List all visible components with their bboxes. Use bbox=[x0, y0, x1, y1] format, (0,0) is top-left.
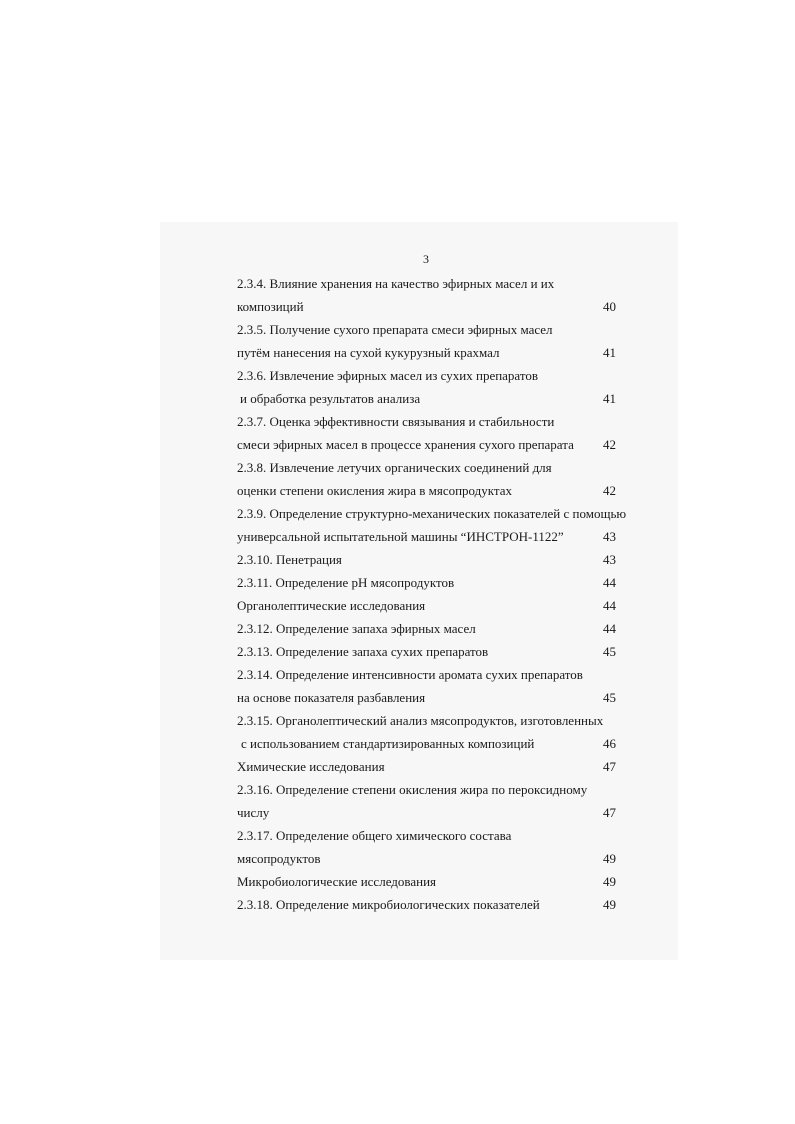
toc-line bbox=[237, 502, 637, 525]
toc-page-number: 44 bbox=[603, 598, 616, 613]
toc-line bbox=[237, 663, 637, 686]
toc-line bbox=[237, 640, 637, 663]
toc-line bbox=[237, 709, 637, 732]
toc-line bbox=[237, 318, 637, 341]
toc-line bbox=[237, 410, 637, 433]
toc-entry-text: и обработка результатов анализа bbox=[240, 391, 421, 406]
toc-entry-text: 2.3.5. Получение сухого препарата смеси эфирных масел bbox=[237, 322, 553, 337]
toc-entry-text: универсальной испытательной машины “ИНСТРОН-1122” bbox=[237, 529, 564, 544]
toc-page-number: 41 bbox=[603, 391, 616, 406]
toc-entry-text: 2.3.17. Определение общего химического состава bbox=[237, 828, 512, 843]
toc-line bbox=[237, 364, 637, 387]
toc-line bbox=[237, 801, 637, 824]
toc-line bbox=[237, 847, 637, 870]
toc-entry-text: смеси эфирных масел в процессе хранения сухого препарата bbox=[237, 437, 574, 452]
toc-line bbox=[237, 870, 637, 893]
toc-line bbox=[237, 387, 637, 410]
toc-line bbox=[237, 456, 637, 479]
toc-page-number: 41 bbox=[603, 345, 616, 360]
toc-entry-text: 2.3.14. Определение интенсивности аромата сухих препаратов bbox=[237, 667, 583, 682]
toc-entry-text: 2.3.12. Определение запаха эфирных масел bbox=[237, 621, 476, 636]
toc-line bbox=[237, 755, 637, 778]
toc-entry-text: 2.3.7. Оценка эффективности связывания и стабильности bbox=[237, 414, 555, 429]
toc-entry-text: оценки степени окисления жира в мясопродуктах bbox=[237, 483, 513, 498]
toc-entry-text: путём нанесения на сухой кукурузный крахмал bbox=[237, 345, 500, 360]
toc-line bbox=[237, 571, 637, 594]
toc-section-heading: Химические исследования bbox=[237, 759, 385, 774]
toc-line bbox=[237, 525, 637, 548]
toc-line bbox=[237, 732, 637, 755]
toc-page-number: 47 bbox=[603, 805, 616, 820]
toc-line bbox=[237, 893, 637, 916]
toc-page-number: 49 bbox=[603, 851, 616, 866]
toc-entry-text: 2.3.6. Извлечение эфирных масел из сухих препаратов bbox=[237, 368, 539, 383]
toc-line bbox=[237, 548, 637, 571]
table-of-contents bbox=[237, 272, 637, 916]
toc-line bbox=[237, 433, 637, 456]
toc-entry-text: 2.3.15. Органолептический анализ мясопродуктов, изготовленных bbox=[237, 713, 604, 728]
toc-entry-text: 2.3.11. Определение pH мясопродуктов bbox=[237, 575, 455, 590]
toc-entry-text: 2.3.9. Определение структурно-механических показателей с помощью bbox=[237, 506, 627, 521]
toc-section-heading: Органолептические исследования bbox=[237, 598, 426, 613]
toc-entry-text: 2.3.10. Пенетрация bbox=[237, 552, 342, 567]
toc-entry-text: 2.3.16. Определение степени окисления жира по пероксидному bbox=[237, 782, 588, 797]
toc-entry-text: 2.3.13. Определение запаха сухих препаратов bbox=[237, 644, 489, 659]
toc-page-number: 44 bbox=[603, 621, 616, 636]
toc-entry-text: 2.3.18. Определение микробиологических показателей bbox=[237, 897, 540, 912]
toc-page-number: 42 bbox=[603, 437, 616, 452]
toc-line bbox=[237, 778, 637, 801]
toc-line bbox=[237, 617, 637, 640]
toc-line bbox=[237, 824, 637, 847]
toc-entry-text: на основе показателя разбавления bbox=[237, 690, 426, 705]
toc-entry-text: 2.3.8. Извлечение летучих органических соединений для bbox=[237, 460, 552, 475]
toc-line bbox=[237, 295, 637, 318]
toc-page-number: 49 bbox=[603, 874, 616, 889]
toc-page-number: 47 bbox=[603, 759, 616, 774]
toc-page-number: 49 bbox=[603, 897, 616, 912]
toc-entry-text: композиций bbox=[237, 299, 304, 314]
toc-page-number: 45 bbox=[603, 690, 616, 705]
toc-page-number: 43 bbox=[603, 529, 616, 544]
toc-page-number: 43 bbox=[603, 552, 616, 567]
toc-line bbox=[237, 594, 637, 617]
page-number: 3 bbox=[423, 252, 429, 266]
toc-page-number: 44 bbox=[603, 575, 616, 590]
toc-line bbox=[237, 479, 637, 502]
toc-section-heading: Микробиологические исследования bbox=[237, 874, 437, 889]
toc-page-number: 42 bbox=[603, 483, 616, 498]
toc-entry-text: числу bbox=[237, 805, 270, 820]
toc-entry-text: с использованием стандартизированных композиций bbox=[241, 736, 535, 751]
toc-line bbox=[237, 686, 637, 709]
toc-entry-text: 2.3.4. Влияние хранения на качество эфирных масел и их bbox=[237, 276, 555, 291]
toc-page-number: 40 bbox=[603, 299, 616, 314]
toc-page-number: 46 bbox=[603, 736, 616, 751]
toc-line bbox=[237, 272, 637, 295]
toc-page-number: 45 bbox=[603, 644, 616, 659]
toc-entry-text: мясопродуктов bbox=[237, 851, 321, 866]
toc-line bbox=[237, 341, 637, 364]
